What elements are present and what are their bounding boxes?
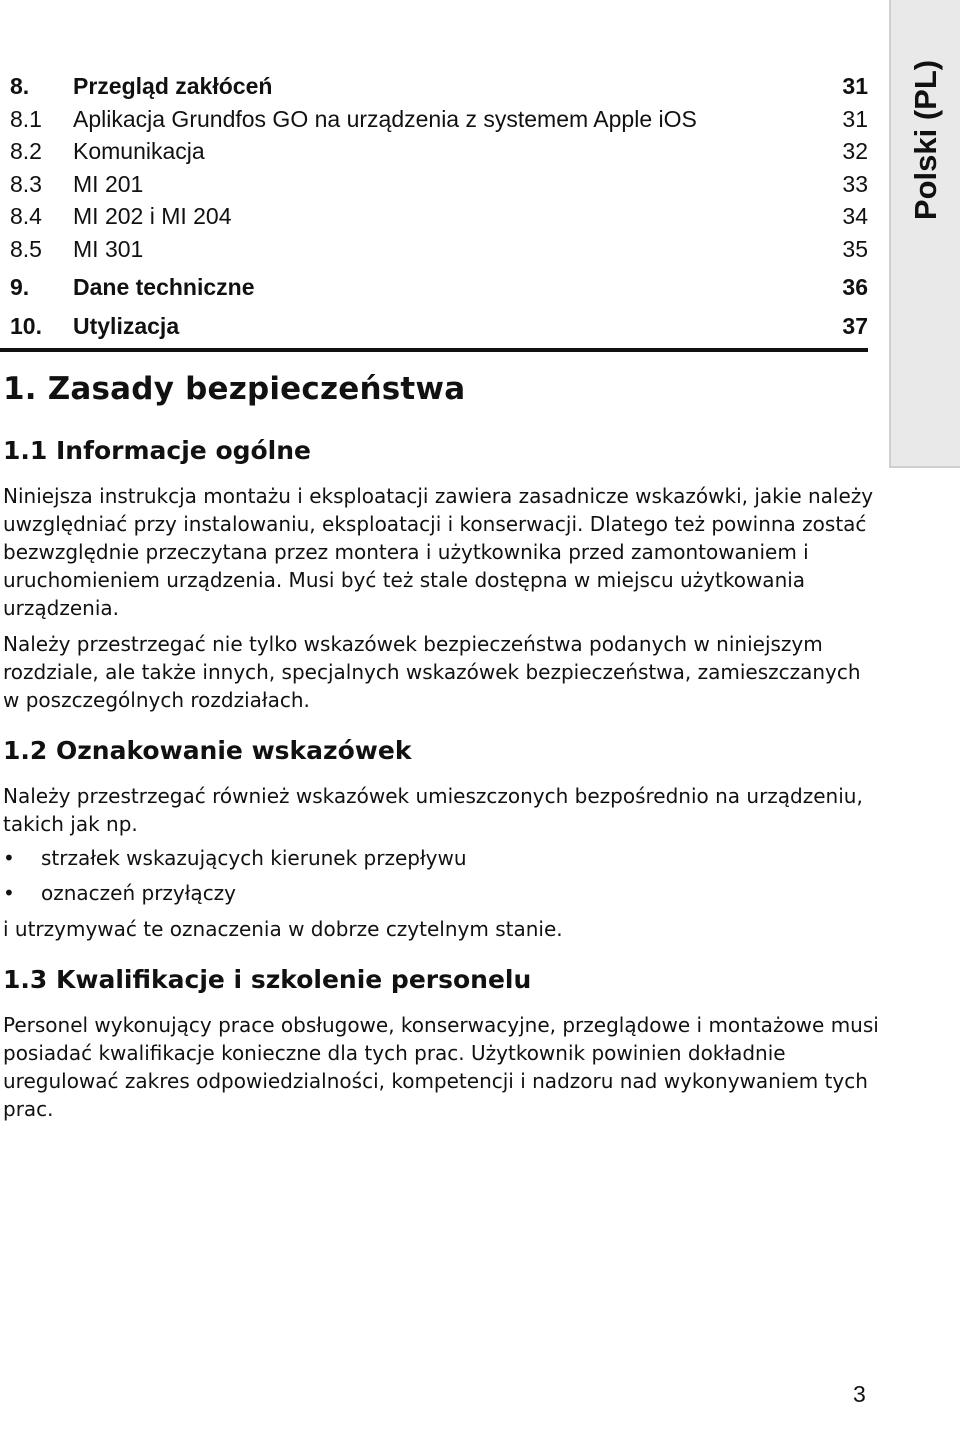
toc-divider — [0, 348, 868, 352]
toc-entry-title: Komunikacja — [73, 138, 205, 164]
toc-entry[interactable] — [10, 70, 868, 103]
toc-entry[interactable] — [10, 103, 868, 136]
toc-entry-title: Przegląd zakłóceń — [73, 73, 273, 99]
toc-entry-number: 10. — [10, 312, 42, 339]
language-side-tab — [889, 0, 960, 468]
toc-entry[interactable] — [10, 135, 868, 168]
toc-entry-number: 8. — [10, 73, 30, 99]
bullet-icon: • — [3, 846, 15, 870]
toc-entry-number: 8.5 — [10, 235, 42, 262]
toc-entry-number: 8.4 — [10, 203, 42, 229]
toc-entry-title: MI 201 — [73, 170, 144, 197]
toc-entry-page: 37 — [842, 312, 868, 339]
table-of-contents — [10, 70, 868, 342]
toc-entry-page: 35 — [842, 235, 868, 262]
toc-entry[interactable] — [10, 271, 868, 304]
toc-entry-number: 8.2 — [10, 138, 42, 164]
subsection-heading: 1.2 Oznakowanie wskazówek — [3, 736, 412, 765]
toc-entry-title: Utylizacja — [73, 312, 180, 339]
toc-entry-title: MI 301 — [73, 235, 144, 262]
subsection-heading: 1.1 Informacje ogólne — [3, 436, 312, 465]
toc-entry-page: 31 — [842, 105, 868, 132]
toc-entry-page: 34 — [842, 203, 868, 229]
toc-entry-number: 8.3 — [10, 170, 42, 197]
toc-entry-number: 9. — [10, 274, 30, 300]
toc-entry-page: 32 — [842, 138, 868, 164]
toc-entry[interactable] — [10, 310, 868, 343]
toc-entry[interactable] — [10, 233, 868, 266]
paragraph: Należy przestrzegać również wskazówek umieszczonych bezpośrednio na urządzeniu, takich jak np. — [3, 784, 863, 836]
paragraph: Należy przestrzegać nie tylko wskazówek bezpieczeństwa podanych w niniejszym rozdziale, ale także innych, specjalnych wskazówek bezpieczeństwa, zamieszczanych w poszczególnych rozdziałach. — [3, 632, 861, 712]
language-tab-label: Polski (PL) — [907, 59, 943, 221]
paragraph: Personel wykonujący prace obsługowe, konserwacyjne, przeglądowe i montażowe musi posiadać kwalifikacje konieczne dla tych prac. Użytkownik powinien dokładnie uregulować zakres odpowiedzialności, kompetencji i nadzoru nad wykonywaniem tych prac. — [3, 1013, 879, 1121]
toc-entry-page: 33 — [842, 170, 868, 197]
section-heading: 1. Zasady bezpieczeństwa — [3, 371, 466, 407]
toc-entry-title: Aplikacja Grundfos GO na urządzenia z systemem Apple iOS — [73, 105, 697, 132]
toc-entry-title: Dane techniczne — [73, 274, 255, 300]
toc-entry-page: 31 — [842, 73, 868, 99]
toc-entry-number: 8.1 — [10, 105, 42, 132]
paragraph: i utrzymywać te oznaczenia w dobrze czytelnym stanie. — [3, 917, 563, 941]
paragraph: Niniejsza instrukcja montażu i eksploatacji zawiera zasadnicze wskazówki, jakie należy uwzględniać przy instalowaniu, eksploatacji i konserwacji. Dlatego też powinna zostać bezwzględnie przeczytana przez montera i użytkownika przed zamontowaniem i uruchomieniem urządzenia. Musi być też stale dostępna w miejscu użytkowania urządzenia. — [3, 484, 874, 620]
page-number: 3 — [853, 1381, 866, 1407]
toc-entry[interactable] — [10, 200, 868, 233]
toc-entry[interactable] — [10, 168, 868, 201]
bullet-icon: • — [3, 881, 15, 905]
toc-entry-title: MI 202 i MI 204 — [73, 203, 232, 229]
list-item-text: strzałek wskazujących kierunek przepływu — [41, 846, 467, 870]
list-item-text: oznaczeń przyłączy — [41, 881, 237, 905]
subsection-heading: 1.3 Kwalifikacje i szkolenie personelu — [3, 965, 532, 994]
toc-entry-page: 36 — [842, 274, 868, 300]
